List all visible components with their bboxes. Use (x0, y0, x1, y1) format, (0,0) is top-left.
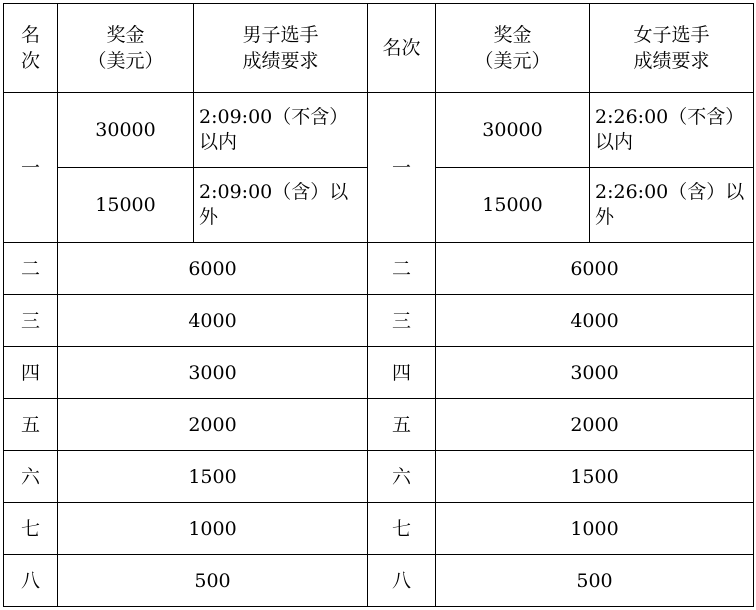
women-prize-cell: 1000 (436, 503, 754, 555)
men-rank-header-char2: 次 (20, 50, 40, 72)
women-prize-cell: 3000 (436, 347, 754, 399)
women-prize-cell: 2000 (436, 399, 754, 451)
table-row (4, 399, 754, 451)
women-requirement-header-line2: 成绩要求 (633, 50, 710, 72)
men-rank-cell: 四 (4, 347, 58, 399)
women-requirement-header (590, 4, 754, 93)
men-prize-cell: 2000 (58, 399, 368, 451)
women-rank-cell: 三 (368, 295, 436, 347)
men-prize-cell: 1500 (58, 451, 368, 503)
men-prize-cell: 3000 (58, 347, 368, 399)
women-rank-cell: 四 (368, 347, 436, 399)
women-rank-cell: 六 (368, 451, 436, 503)
prize-table (3, 3, 754, 607)
men-rank-header-char1: 名 (20, 24, 40, 46)
men-prize-header (58, 4, 194, 93)
table-row (4, 243, 754, 295)
women-prize-cell: 6000 (436, 243, 754, 295)
women-rank-cell: 七 (368, 503, 436, 555)
women-rank-cell: 二 (368, 243, 436, 295)
men-rank-cell: 八 (4, 555, 58, 607)
men-prize-cell: 1000 (58, 503, 368, 555)
men-rank-header (4, 4, 58, 93)
first-place-tier-row (4, 93, 754, 168)
men-rank-cell: 七 (4, 503, 58, 555)
men-requirement-cell: 2:09:00（含）以外 (194, 168, 368, 243)
men-rank-cell: 三 (4, 295, 58, 347)
women-rank-cell: 五 (368, 399, 436, 451)
women-rank-header: 名次 (368, 4, 436, 93)
women-rank-cell: 一 (368, 93, 436, 243)
men-rank-cell: 二 (4, 243, 58, 295)
women-prize-cell: 500 (436, 555, 754, 607)
men-prize-header-line1: 奖金 (106, 24, 145, 46)
table-row (4, 555, 754, 607)
men-prize-cell: 500 (58, 555, 368, 607)
men-rank-cell: 一 (4, 93, 58, 243)
table-row (4, 295, 754, 347)
men-requirement-header (194, 4, 368, 93)
men-prize-header-line2: （美元） (87, 50, 164, 72)
women-prize-cell: 1500 (436, 451, 754, 503)
men-prize-cell: 6000 (58, 243, 368, 295)
women-prize-header (436, 4, 590, 93)
header-row (4, 4, 754, 93)
men-prize-cell: 15000 (58, 168, 194, 243)
women-prize-header-line1: 奖金 (493, 24, 532, 46)
men-requirement-header-line2: 成绩要求 (242, 50, 319, 72)
women-prize-cell: 4000 (436, 295, 754, 347)
men-requirement-header-line1: 男子选手 (242, 24, 319, 46)
women-prize-cell: 15000 (436, 168, 590, 243)
table-row (4, 503, 754, 555)
table-row (4, 451, 754, 503)
women-rank-cell: 八 (368, 555, 436, 607)
women-requirement-cell: 2:26:00（不含）以内 (590, 93, 754, 168)
table-row (4, 347, 754, 399)
men-prize-cell: 4000 (58, 295, 368, 347)
women-requirement-header-line1: 女子选手 (633, 24, 710, 46)
men-prize-cell: 30000 (58, 93, 194, 168)
women-requirement-cell: 2:26:00（含）以外 (590, 168, 754, 243)
men-rank-cell: 六 (4, 451, 58, 503)
men-requirement-cell: 2:09:00（不含）以内 (194, 93, 368, 168)
women-prize-cell: 30000 (436, 93, 590, 168)
women-prize-header-line2: （美元） (474, 50, 551, 72)
men-rank-cell: 五 (4, 399, 58, 451)
